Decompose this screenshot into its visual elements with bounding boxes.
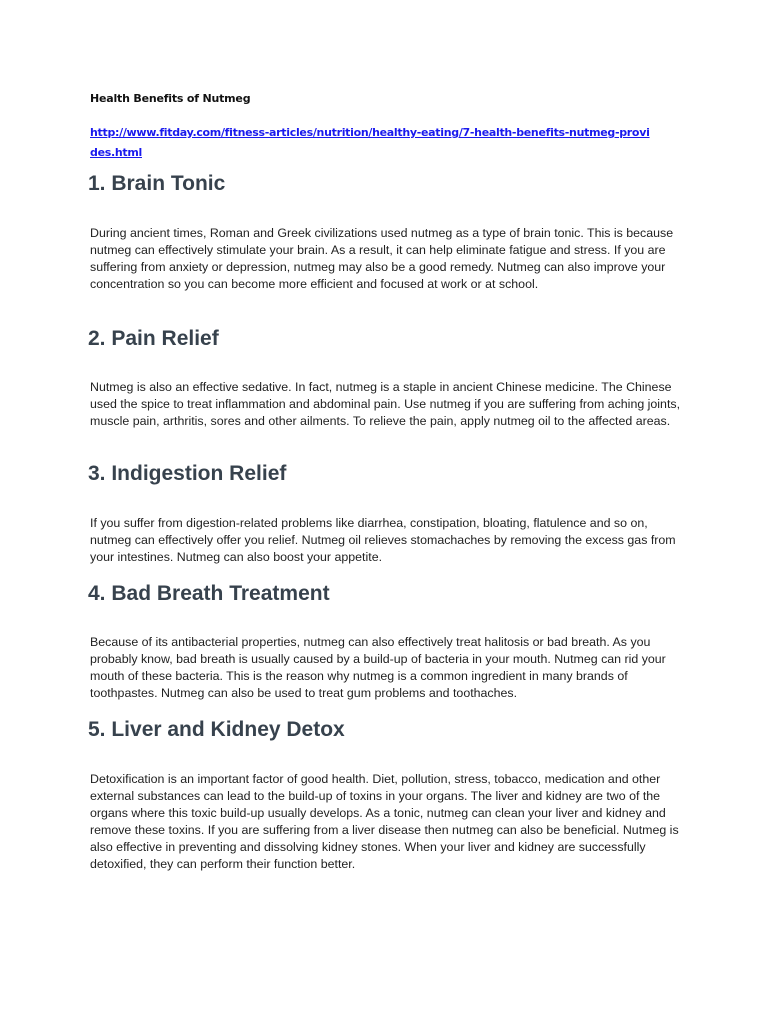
document-title: Health Benefits of Nutmeg (90, 92, 251, 105)
section-heading-liver-kidney-detox: 5. Liver and Kidney Detox (88, 718, 345, 741)
section-heading-bad-breath-treatment: 4. Bad Breath Treatment (88, 582, 330, 605)
section-body-indigestion-relief: If you suffer from digestion-related problems like diarrhea, constipation, bloating, flatulence and so on, nutmeg can effectively offer you relief. Nutmeg oil relieves stomachaches by removing the excess gas from your intestines. Nutmeg can also boost your appetite. (90, 516, 676, 564)
section-body-pain-relief: Nutmeg is also an effective sedative. In fact, nutmeg is a staple in ancient Chinese medicine. The Chinese used the spice to treat inflammation and abdominal pain. Use nutmeg if you are suffering from aching joints, muscle pain, arthritis, sores and other ailments. To relieve the pain, apply nutmeg oil to the affected areas. (90, 380, 681, 428)
source-link[interactable]: http://www.fitday.com/fitness-articles/nutrition/healthy-eating/7-health-benefits-nutmeg-provides.html (90, 126, 650, 159)
section-heading-brain-tonic: 1. Brain Tonic (88, 172, 226, 195)
section-body-bad-breath-treatment: Because of its antibacterial properties, nutmeg can also effectively treat halitosis or bad breath. As you probably know, bad breath is usually caused by a build-up of bacteria in your mouth. Nutmeg can rid your mouth of these bacteria. This is the reason why nutmeg is a common ingredient in many brands of toothpastes. Nutmeg can also be used to treat gum problems and toothaches. (90, 635, 666, 700)
section-heading-pain-relief: 2. Pain Relief (88, 327, 219, 350)
section-body-brain-tonic: During ancient times, Roman and Greek civilizations used nutmeg as a type of brain tonic. This is because nutmeg can effectively stimulate your brain. As a result, it can help eliminate fatigue and stress. If you are suffering from anxiety or depression, nutmeg may also be a good remedy. Nutmeg can also improve your concentration so you can become more efficient and focused at work or at school. (90, 226, 674, 291)
section-heading-indigestion-relief: 3. Indigestion Relief (88, 462, 287, 485)
section-body-liver-kidney-detox: Detoxification is an important factor of good health. Diet, pollution, stress, tobacco, medication and other external substances can lead to the build-up of toxins in your organs. The liver and kidney are two of the organs where this toxic build-up usually develops. As a tonic, nutmeg can clean your liver and kidney and remove these toxins. If you are suffering from a liver disease then nutmeg can also be beneficial. Nutmeg is also effective in preventing and dissolving kidney stones. When your liver and kidney are successfully detoxified, they can perform their function better. (90, 772, 679, 871)
